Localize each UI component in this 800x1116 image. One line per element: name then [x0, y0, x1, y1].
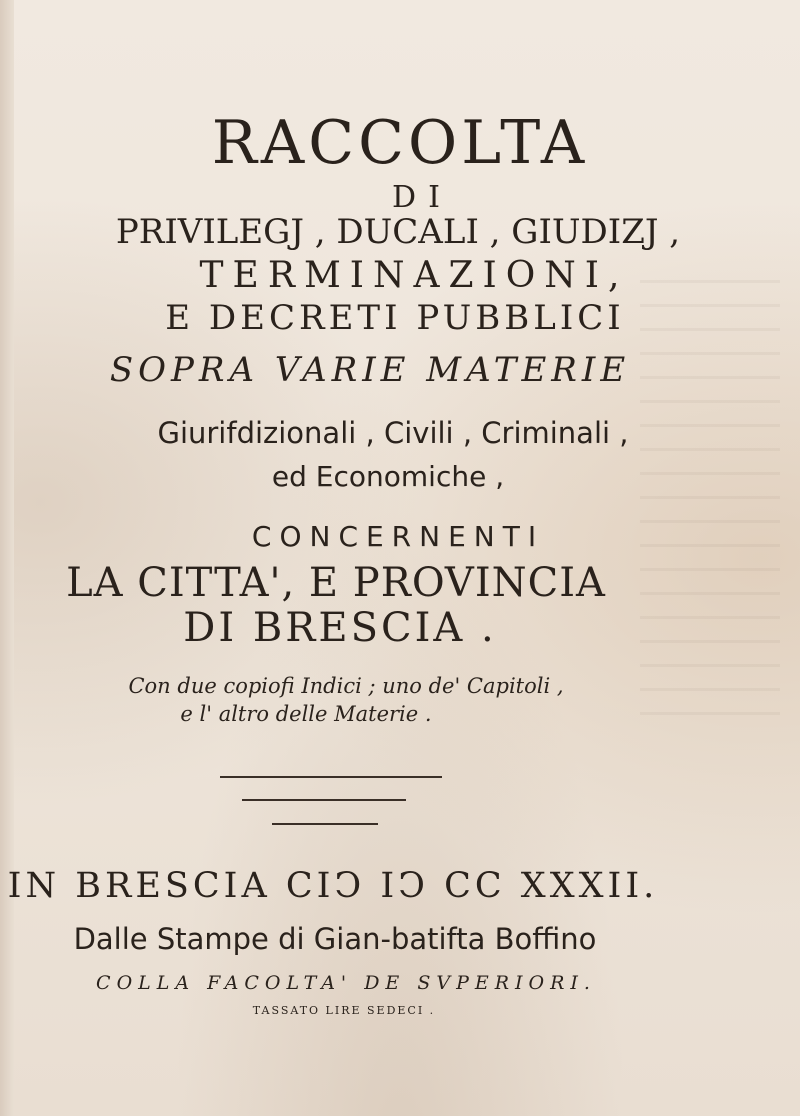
imprint-tax: TASSATO LIRE SEDECI .	[252, 1004, 436, 1017]
ink-bleed-through	[640, 280, 780, 720]
subtitle-citta-provincia: LA CITTA', E PROVINCIA	[66, 560, 606, 606]
ornamental-rule-middle	[242, 799, 406, 801]
subtitle-giurisdizionali: Giurifdizionali , Civili , Criminali ,	[157, 416, 629, 450]
subtitle-concernenti: CONCERNENTI	[251, 520, 545, 553]
ornamental-rule-top	[220, 776, 442, 778]
imprint-printer: Dalle Stampe di Gian-batifta Boffino	[73, 922, 597, 956]
note-materie: e l' altro delle Materie .	[180, 702, 432, 726]
title-decreti-line: E DECRETI PUBBLICI	[165, 298, 625, 338]
note-indici: Con due copiofi Indici ; uno de' Capitoli ,	[128, 674, 564, 698]
title-terminazioni-line: TERMINAZIONI,	[199, 255, 629, 296]
subtitle-sopra-varie-materie: SOPRA VARIE MATERIE	[109, 350, 631, 390]
subtitle-di-brescia: DI BRESCIA .	[183, 605, 497, 651]
title-di: DI	[392, 180, 452, 215]
ornamental-rule-bottom	[272, 823, 378, 825]
title-raccolta: RACCOLTA	[211, 108, 589, 178]
title-privilegi-line: PRIVILEGJ , DUCALI , GIUDIZJ ,	[115, 212, 681, 252]
subtitle-economiche: ed Economiche ,	[271, 460, 505, 493]
imprint-license: COLLA FACOLTA' DE SVPERIORI.	[96, 972, 596, 994]
imprint-place-date: IN BRESCIA CIↃ IↃ CC XXXII.	[7, 866, 659, 906]
